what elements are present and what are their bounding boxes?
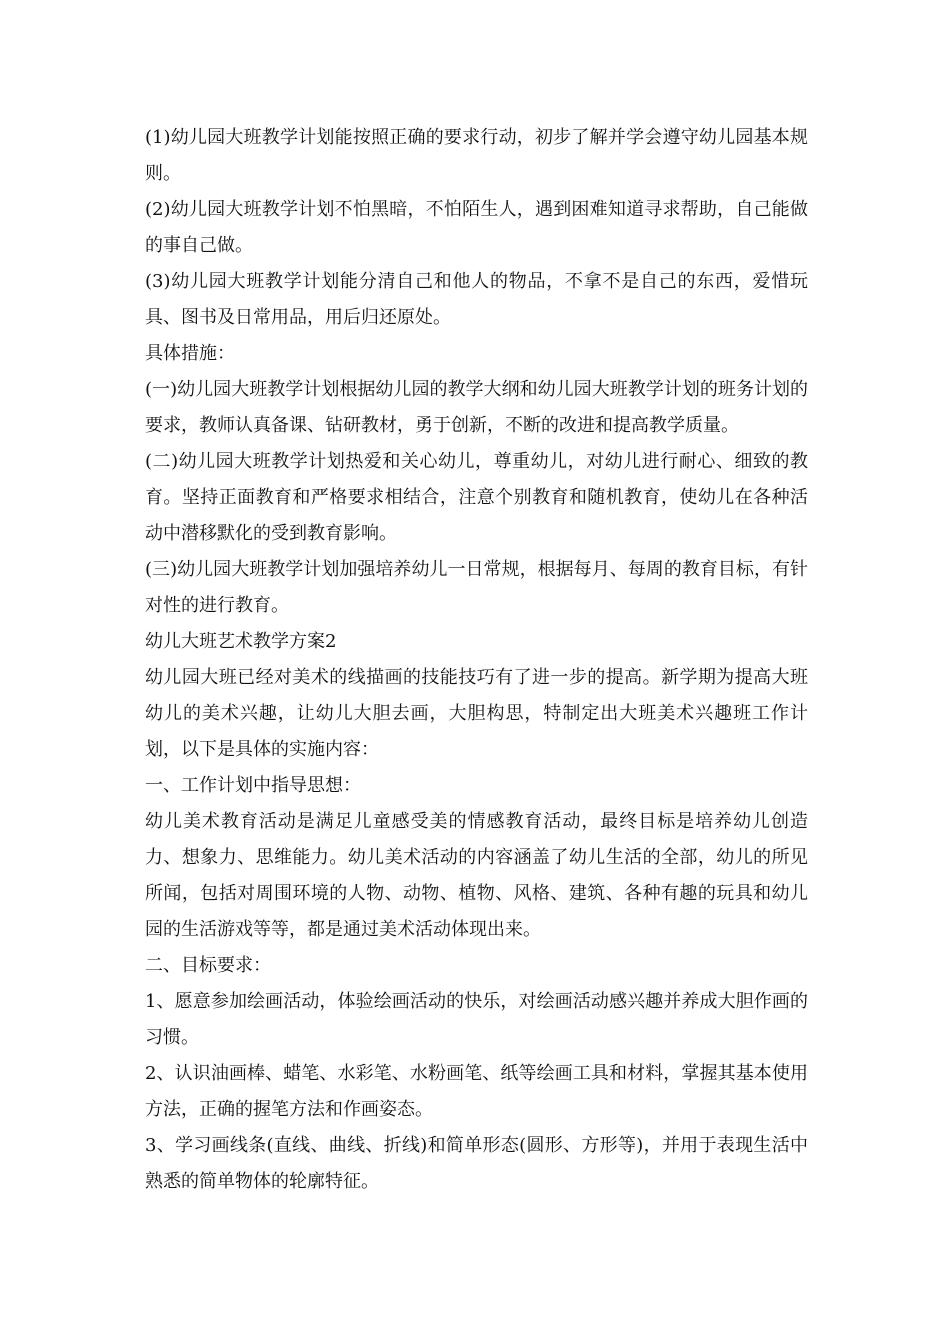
document-body xyxy=(145,120,808,1200)
paragraph-goal-3: (3)幼儿园大班教学计划能分清自己和他人的物品，不拿不是自己的东西，爱惜玩具、图书及日常用品，用后归还原处。 xyxy=(145,271,808,328)
paragraph-goal-1: (1)幼儿园大班教学计划能按照正确的要求行动，初步了解并学会遵守幼儿园基本规则。 xyxy=(145,127,808,184)
section-heading-guiding-idea: 一、工作计划中指导思想： xyxy=(145,775,361,796)
paragraph-intro: 幼儿园大班已经对美术的线描画的技能技巧有了进一步的提高。新学期为提高大班幼儿的美术兴趣，让幼儿大胆去画，大胆构思，特制定出大班美术兴趣班工作计划，以下是具体的实施内容： xyxy=(145,667,808,760)
paragraph-target-1: 1、愿意参加绘画活动，体验绘画活动的快乐，对绘画活动感兴趣并养成大胆作画的习惯。 xyxy=(145,991,808,1048)
section-heading-measures: 具体措施： xyxy=(145,343,235,364)
paragraph-target-3: 3、学习画线条(直线、曲线、折线)和简单形态(圆形、方形等)，并用于表现生活中熟悉的简单物体的轮廓特征。 xyxy=(145,1135,808,1192)
paragraph-measure-2: (二)幼儿园大班教学计划热爱和关心幼儿，尊重幼儿，对幼儿进行耐心、细致的教育。坚持正面教育和严格要求相结合，注意个别教育和随机教育，使幼儿在各种活动中潜移默化的受到教育影响。 xyxy=(145,451,808,544)
paragraph-goal-2: (2)幼儿园大班教学计划不怕黑暗，不怕陌生人，遇到困难知道寻求帮助，自己能做的事自己做。 xyxy=(145,199,808,256)
section-title-plan-2: 幼儿大班艺术教学方案2 xyxy=(145,631,337,652)
paragraph-measure-3: (三)幼儿园大班教学计划加强培养幼儿一日常规，根据每月、每周的教育目标，有针对性的进行教育。 xyxy=(145,559,808,616)
paragraph-measure-1: (一)幼儿园大班教学计划根据幼儿园的教学大纲和幼儿园大班教学计划的班务计划的要求，教师认真备课、钻研教材，勇于创新，不断的改进和提高教学质量。 xyxy=(145,379,808,436)
paragraph-target-2: 2、认识油画棒、蜡笔、水彩笔、水粉画笔、纸等绘画工具和材料，掌握其基本使用方法，正确的握笔方法和作画姿态。 xyxy=(145,1063,808,1120)
paragraph-guiding-idea: 幼儿美术教育活动是满足儿童感受美的情感教育活动，最终目标是培养幼儿创造力、想象力、思维能力。幼儿美术活动的内容涵盖了幼儿生活的全部，幼儿的所见所闻，包括对周围环境的人物、动物、植物、风格、建筑、各种有趣的玩具和幼儿园的生活游戏等等，都是通过美术活动体现出来。 xyxy=(145,811,808,940)
section-heading-targets: 二、目标要求： xyxy=(145,955,271,976)
